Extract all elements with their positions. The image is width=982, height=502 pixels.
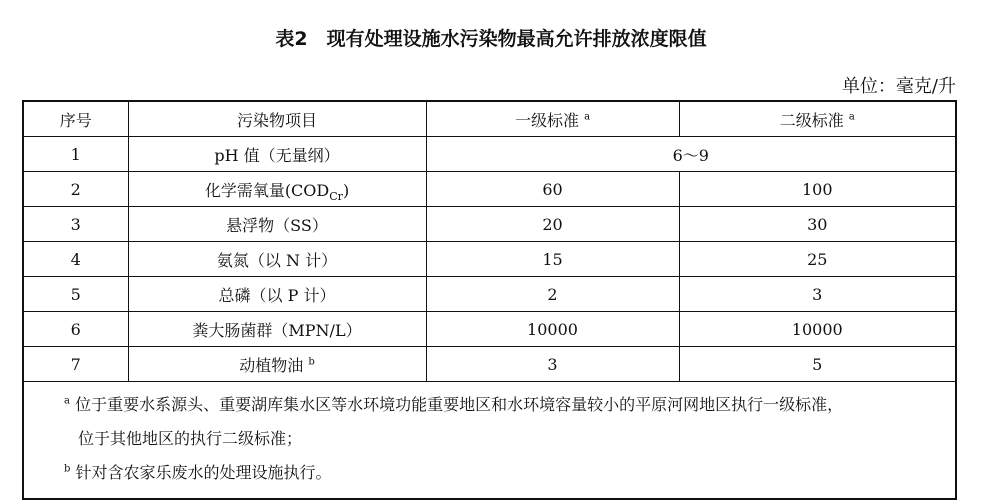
note-b-line1 <box>64 456 955 490</box>
table-row <box>23 312 956 347</box>
note-a-line1 <box>64 388 955 422</box>
header-grade2-label: 二级标准 <box>779 110 844 130</box>
note-a-text-2: 位于其他地区的执行二级标准； <box>78 429 303 448</box>
row-grade1: 3 <box>426 347 679 382</box>
table-notes <box>23 382 956 500</box>
table-row <box>23 347 956 382</box>
row-item <box>128 347 426 382</box>
row-item: 总磷（以 P 计） <box>128 277 426 312</box>
row-grade2: 5 <box>679 347 956 382</box>
header-seq: 序号 <box>23 101 128 137</box>
unit-label: 单位：毫克/升 <box>841 76 956 97</box>
header-item: 污染物项目 <box>128 101 426 137</box>
row-item-label: 动植物油 <box>239 355 304 375</box>
row-seq: 7 <box>23 347 128 382</box>
table-row <box>23 172 956 207</box>
row-item <box>128 172 426 207</box>
row-grade2: 30 <box>679 207 956 242</box>
footnote-mark-a: a <box>848 111 855 123</box>
row-seq: 1 <box>23 137 128 172</box>
row-item-end: ) <box>342 180 350 200</box>
table-row <box>23 242 956 277</box>
note-b-text: 针对含农家乐废水的处理设施执行。 <box>75 463 332 482</box>
note-a-text-1: 位于重要水系源头、重要湖库集水区等水环境功能重要地区和水环境容量较小的平原河网地区执行一级标准， <box>75 395 844 414</box>
row-grade1: 15 <box>426 242 679 277</box>
note-a-mark: a <box>64 395 70 407</box>
row-item: 氨氮（以 N 计） <box>128 242 426 277</box>
table-row <box>23 277 956 312</box>
row-merged-value: 6～9 <box>426 137 956 172</box>
row-grade1: 10000 <box>426 312 679 347</box>
row-seq: 4 <box>23 242 128 277</box>
row-seq: 2 <box>23 172 128 207</box>
row-grade2: 10000 <box>679 312 956 347</box>
row-grade1: 20 <box>426 207 679 242</box>
header-grade2 <box>679 101 956 137</box>
note-a-line2 <box>64 422 955 456</box>
table-row <box>23 207 956 242</box>
table-header-row <box>23 101 956 137</box>
note-b-mark: b <box>64 463 71 475</box>
footnote-mark-b: b <box>308 356 315 368</box>
table-title: 表2 现有处理设施水污染物最高允许排放浓度限值 <box>275 28 707 50</box>
row-seq: 3 <box>23 207 128 242</box>
row-grade2: 3 <box>679 277 956 312</box>
row-grade2: 25 <box>679 242 956 277</box>
row-item-subscript: Cr <box>329 189 343 203</box>
row-item: 悬浮物（SS） <box>128 207 426 242</box>
emission-limits-table <box>22 100 957 500</box>
row-seq: 6 <box>23 312 128 347</box>
row-grade1: 2 <box>426 277 679 312</box>
table-row <box>23 137 956 172</box>
table-notes-row <box>23 382 956 500</box>
header-grade1 <box>426 101 679 137</box>
row-seq: 5 <box>23 277 128 312</box>
row-item-main: 化学需氧量(COD <box>204 180 330 200</box>
row-grade1: 60 <box>426 172 679 207</box>
header-grade1-label: 一级标准 <box>514 110 579 130</box>
row-item: pH 值（无量纲） <box>128 137 426 172</box>
row-grade2: 100 <box>679 172 956 207</box>
footnote-mark-a: a <box>584 111 591 123</box>
row-item: 粪大肠菌群（MPN/L） <box>128 312 426 347</box>
